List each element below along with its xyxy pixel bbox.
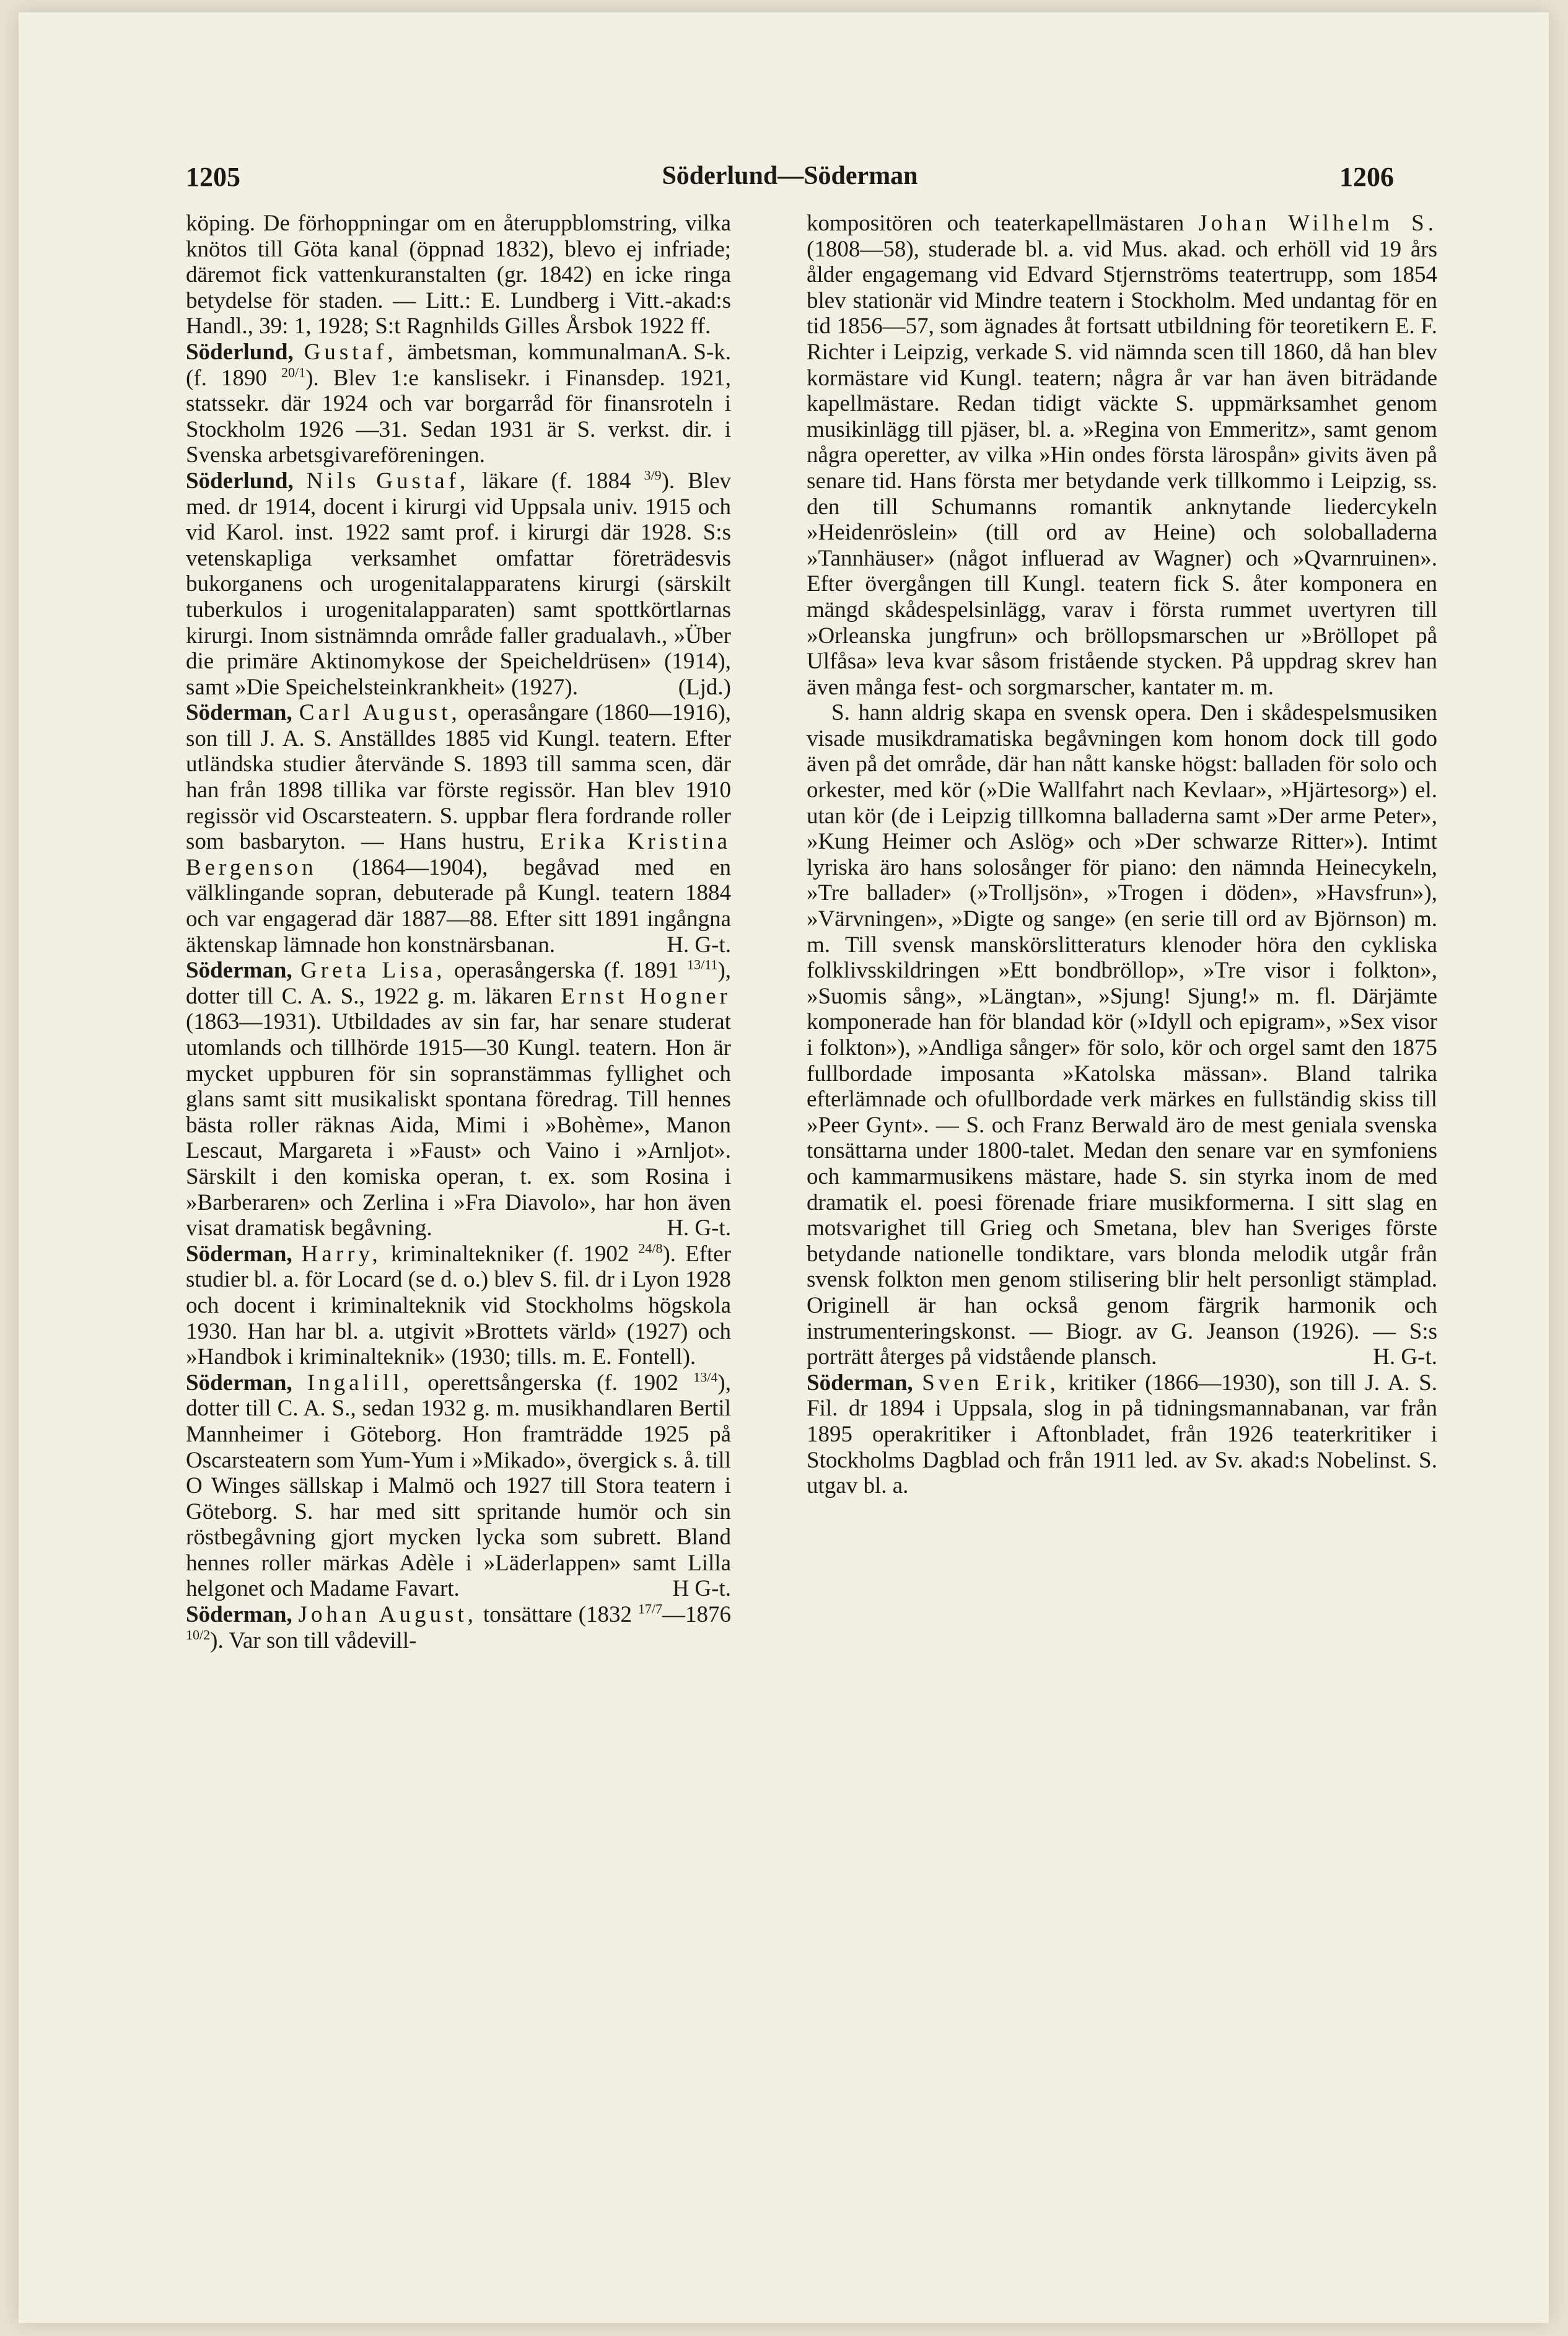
signature: H. G-t. [667,932,731,958]
signature: H. G-t. [1373,1344,1437,1370]
entry-soderman-sven: Söderman, Sven Erik, kritiker (1866—1930), son till J. A. S. Fil. dr 1894 i Uppsala, slog in på tidningsmannabanan, var från 1895 operakritiker i Aftonbladet, från 1926 teaterkritiker i Stockholms Dagblad och från 1911 led. av Sv. akad:s Nobelinst. S. utgav bl. a. [807,1370,1437,1499]
entry-headword: Söderlund, [186,339,294,365]
entry-headword: Söderman, [807,1370,913,1396]
page [19,12,1549,2323]
entry-soderman-greta: Söderman, Greta Lisa, operasångerska (f. 1891 $^{13/11}$), dotter till C. A. S., 1922 g. m. läkaren Ernst Hogner (1863—1931). Utbildades av sin far, har senare studerat utomlands och tillhörde 1915—30 Kungl. teatern. Hon är mycket uppburen för sin sopranstämmas fyllighet och glans samt sitt musikaliskt spontana föredrag. Till hennes bästa roller räknas Aida, Mimi i »Bohème», Manon Lescaut, Margareta i »Faust» och Vaino i »Arnljot». Särskilt i den komiska operan, t. ex. som Rosina i »Barberaren» och Zerlina i »Fra Diavolo», har hon även visat dramatisk begåvning. H. G-t. [186,956,731,1241]
entry-soderlund-gustaf: Söderlund, Gustaf, ämbetsman, kommunalman (f. 1890 $^{20/1}$). Blev 1:e kanslisekr. i Finansdep. 1921, statssekr. där 1924 och var borgarråd för finansroteln i Stockholm 1926 —31. Sedan 1931 är S. verkst. dir. i Svenska arbetsgivareföreningen. [186,339,731,468]
entry-given-name: Greta Lisa, [300,958,446,984]
entry-headword: Söderman, [186,958,292,984]
page-number-left: 1205 [186,162,240,192]
person-name: Johan Wilhelm S. [1198,211,1437,236]
spouse-name: Ernst Hogner [561,983,731,1009]
entry-headword: Söderman, [186,1241,292,1267]
entry-soderlund-nils: Söderlund, Nils Gustaf, läkare (f. 1884 $^{3/9}$). Blev med. dr 1914, docent i kirurgi vid Uppsala univ. 1915 och vid Karol. inst. 1922 samt prof. i kirurgi där 1928. S:s vetenskapliga verksamhet omfattar företrädesvis bukorganens och urogenitalapparatens kirurgi (särskilt tuberkulos i urogenitalapparaten) samt spottkörtlarnas kirurgi. Inom sistnämnda område faller gradualavh., »Über die primäre Aktinomykose der Speicheldrüsen» (1914), samt »Die Speichelsteinkrankheit» (1927). (Ljd.) [186,467,731,700]
entry-given-name: Carl August, [299,700,461,726]
running-title: Söderlund—Söderman [662,162,918,190]
page-header [186,161,1394,204]
signature: H G-t. [672,1576,731,1602]
entry-soderman-ingalill: Söderman, Ingalill, operettsångerska (f. 1902 $^{13/4}$), dotter till C. A. S., sedan 1932 g. m. musikhandlaren Bertil Mannheimer i Göteborg. Hon framträdde 1925 på Oscarsteatern som Yum-Yum i »Mikado», övergick s. å. till O Winges sällskap i Malmö och 1927 till Stora teatern i Göteborg. S. har med sitt spritande humör och sin röstbegåvning gjort mycken lycka som subrett. Bland hennes roller märkas Adèle i »Läderlappen» samt Lilla helgonet och Madame Favart. H G-t. [186,1369,731,1602]
entry-given-name: Gustaf, [304,339,397,365]
entry-soderman-carl: Söderman, Carl August, operasångare (1860—1916), son till J. A. S. Anställdes 1885 vid Kungl. teatern. Efter utländska studier återvände S. 1893 till samma scen, där han från 1898 tillika var förste regissör. Han blev 1910 regissör vid Oscarsteatern. S. uppbar flera fordrande roller som basbaryton. — Hans hustru, Erika Kristina Bergenson (1864—1904), begåvad med en välklingande sopran, debuterade på Kungl. teatern 1884 och var engagerad där 1887—88. Efter sitt 1891 ingångna äktenskap lämnade hon konstnärsbanan. H. G-t. [186,700,731,958]
signature: H. G-t. [667,1215,731,1241]
signature: A. S-k. [665,339,731,365]
page-number-right: 1206 [1339,162,1394,192]
entry-given-name: Harry, [301,1241,382,1267]
entry-soderman-johan: Söderman, Johan August, tonsättare (1832 $^{17/7}$—1876 $^{10/2}$). Var son till vådevill- [186,1601,731,1653]
right-column [807,211,1437,2193]
paragraph: S. hann aldrig skapa en svensk opera. Den i skådespelsmusiken visade musikdramatiska begåvningen kom honom dock till godo även på det område, där han nått kanske högst: balladen för solo och orkester, med kör (»Die Wallfahrt nach Kevlaar», »Hjärtesorg») el. utan kör (de i Leipzig tillkomna balladerna samt »Der arme Peter», »Kung Heimer och Aslög» och »Der schwarze Ritter»). Intimt lyriska äro hans solosånger för piano: den nämnda Heinecykeln, »Tre ballader» (»Trolljsön», »Trogen i döden», »Havsfrun»), »Värvningen», »Digte og sange» (en serie till ord av Björnson) m. m. Till svensk manskörslitteraturs klenoder höra den cykliska folklivsskildringen »Ett bondbröllop», »Tre visor i folkton», »Suomis sång», »Längtan», »Sjung! Sjung!» m. fl. Därjämte komponerade han för blandad kör (»Idyll och epigram», »Sex visor i folkton»), »Andliga sånger» för solo, kör och orgel samt den 1875 fullbordade imposanta »Katolska mässan». Bland talrika efterlämnade och ofullbordade verk märkes en fullständig skiss till »Peer Gynt». — S. och Franz Berwald äro de mest geniala svenska tonsättarna under 1800-talet. Medan den senare var en symfoniens och kammarmusikens mästare, hade S. sin styrka inom de med dramatik el. poesi förenade friare musikformerna. I sitt slag en motsvarighet till Grieg och Smetana, blev han Sveriges förste betydande nationelle tondiktare, vars blonda melodik utgår från svensk folkton men genom stilisering blir helt personligt stämplad. Originell är han också genom färgrik harmonik och instrumenteringskonst. — Biogr. av G. Jeanson (1926). — S:s porträtt återges på vidstående plansch. H. G-t. [807,700,1437,1370]
entry-headword: Söderlund, [186,468,294,494]
entry-continuation: kompositören och teaterkapellmästaren Johan Wilhelm S. (1808—58), studerade bl. a. vid Mus. akad. och erhöll vid 19 års ålder engagemang vid Edvard Stjernströms teatertrupp, som 1854 blev stationär vid Mindre teatern i Stockholm. Med undantag för en tid 1856—57, som ägnades åt fortsatt utbildning för teoretikern E. F. Richter i Leipzig, verkade S. vid nämnda scen till 1860, då han blev kormästare vid Kungl. teatern; några år var han även biträdande kapellmästare. Redan tidigt väckte S. uppmärksamhet genom musikinlägg till pjäser, bl. a. »Regina von Emmeritz», samt genom några operetter, av vilka »Hin ondes första lärospån» givits även på senare tid. Hans första mer betydande verk tillkommo i Leipzig, ss. den till Schumanns romantik anknytande liedercykeln »Heidenröslein» (till ord av Heine) och soloballaderna »Tannhäuser» (något influerad av Wagner) och »Qvarnruinen». Efter övergången till Kungl. teatern fick S. åter komponera en mängd skådespelsinlägg, varav i första rummet uvertyren till »Orleanska jungfrun» och bröllopsmarschen ur »Bröllopet på Ulfåsa» leva kvar såsom fristående stycken. På uppdrag skrev han även många fest- och sorgmarscher, kantater m. m. [807,211,1437,700]
entry-given-name: Johan August, [298,1602,477,1628]
entry-soderman-harry: Söderman, Harry, kriminaltekniker (f. 1902 $^{24/8}$). Efter studier bl. a. för Locard (se d. o.) blev S. fil. dr i Lyon 1928 och docent i kriminalteknik vid Stockholms högskola 1930. Han har bl. a. utgivit »Brottets värld» (1927) och »Handbok i kriminalteknik» (1930; tills. m. E. Fontell). [186,1240,731,1370]
signature: (Ljd.) [678,674,731,700]
entry-continuation: köping. De förhoppningar om en återuppblomstring, vilka knötos till Göta kanal (öppnad 1832), blevo ej infriade; däremot fick vattenkuranstalten (gr. 1842) en icke ringa betydelse för staden. — Litt.: E. Lundberg i Vitt.-akad:s Handl., 39: 1, 1928; S:t Ragnhilds Gilles Årsbok 1922 ff. A. S-k. [186,211,731,365]
entry-headword: Söderman, [186,1370,292,1396]
spouse-name: Erika Kristina Bergenson [186,829,731,880]
entry-given-name: Sven Erik, [922,1370,1059,1396]
entry-headword: Söderman, [186,1602,292,1628]
entry-given-name: Nils Gustaf, [306,468,470,494]
entry-headword: Söderman, [186,700,292,726]
entry-given-name: Ingalill, [307,1370,413,1396]
left-column [186,211,731,2193]
